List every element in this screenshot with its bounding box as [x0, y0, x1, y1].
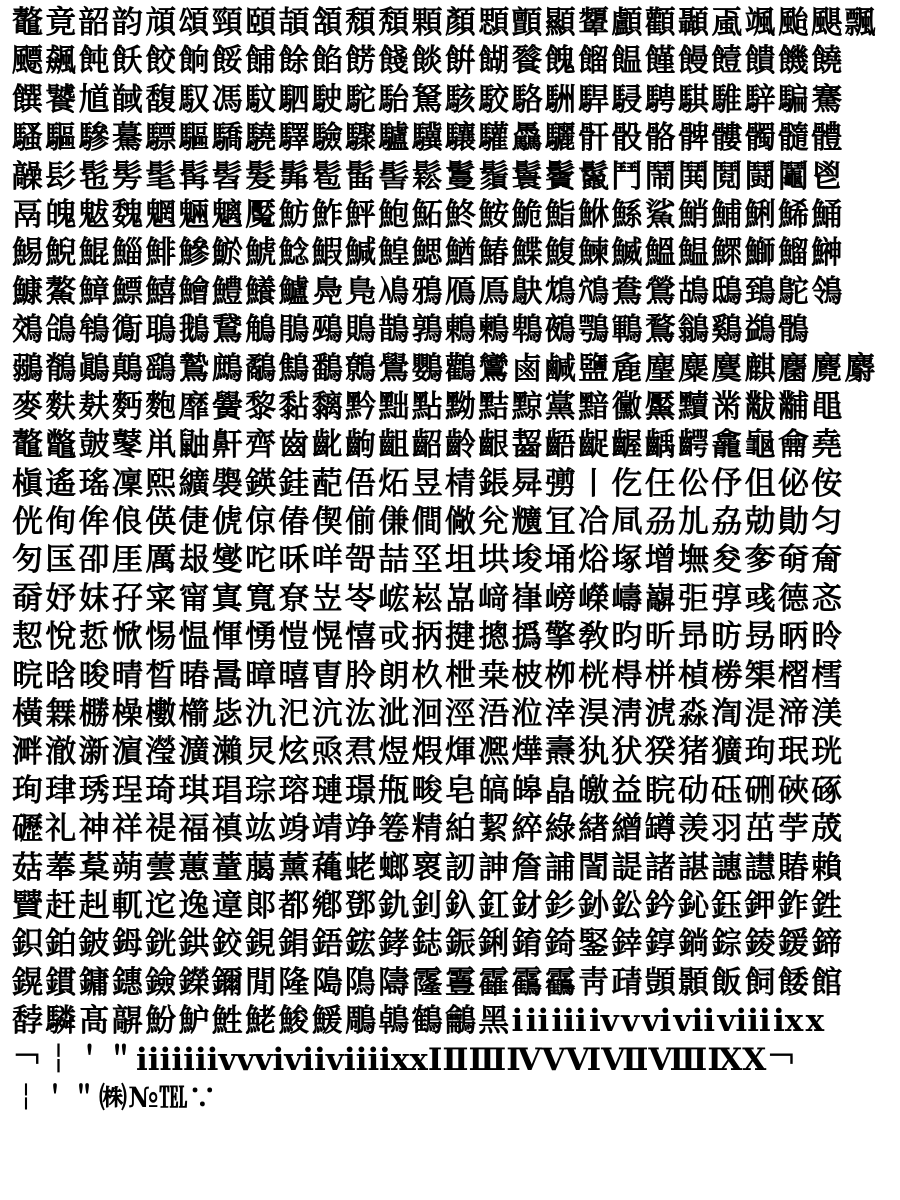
glyph-row: 溿澈澵濵瀅瀇瀨炅炫焏焄煜煆煇凞燁燾犱犾猤猪獷玽珉珖 — [12, 734, 845, 771]
glyph-row: 飃飆飩飫餃餉餒餔餘餡餝餞餤餠餬餮餽餾饂饉饅饐饋饑饒 — [12, 43, 845, 80]
glyph-row: 鯣鯢鯤鯔鯡鰺鯲鯱鯰鰕鰔鰉鰓鰌鰆鰈鰒鰊鰄鰮鰛鰥鰤鰡鰰 — [12, 235, 845, 272]
glyph-row: 騷驅驂驀驃驅驕驍驛驗驟驢驥驤驩驫驪骭骰骼髀髏髑髓體 — [12, 120, 845, 157]
glyph-row: 鱇鰲鱆鰾鱚鱠鱧鱶鱸鳧鳬鳰鴉鴈鳫鴃鴆鴪鴦鶯鴣鴟鵄鴕鴒 — [12, 273, 845, 310]
glyph-row: 珣珒琇珵琦琪琩琮瑢璉璟甁畯皂皜皞皛皦益睆劯砡硎硤硺 — [12, 772, 845, 809]
glyph-row: 奣妤妺孖寀甯寘寬尞岦岺峵崧嵓﨑嵂嵭嶸嶹巐弡弴彧德忞 — [12, 580, 845, 617]
glyph-row: 侊侚侔俍偀倢俿倞偆偰偂傔僴僘兊兤冝冾凬刕劜劦勀勛匀 — [12, 504, 845, 541]
glyph-row: 橫橆橳橾櫢櫤毖氿汜沆汯泚洄涇浯涖涬淏淸淲淼渹湜渧渼 — [12, 696, 845, 733]
glyph-row: 鵁鴿鴾鵆鵈鵝鵞鵤鵑鵐鵙鵲鶉鶇鶫鵯鵺鶚鶤鶩鶲鷄鷁鶻 — [12, 312, 812, 349]
glyph-row: 菇菶葈蒴蕓蕙蕫﨟薰蘒蛯螂褱訒訷詹誧誾諟諸諶譓譿賰賴 — [12, 849, 845, 886]
glyph-sheet — [12, 4, 892, 1117]
glyph-row: 鼇竟韶韵頏頌頸頤頡頷頹頽顆顏顋顫顯顰顱顴顳颪颯颱颶飄 — [12, 5, 878, 41]
glyph-row: 鼇鼈皷鼕鼡鼬鼾齊齒齔齣齟齠齡齦齧齬齪齷齲齶龕龜龠堯 — [12, 427, 845, 464]
glyph-row: 晥晗晙晴晳暙暠暲暿曺朎朗杦枻桒柀栁桄棏栟楨椦榘槢樰 — [12, 657, 845, 694]
glyph-row: 匇匤卲厓厲叝燮咜咊咩哿喆坙坥垬埈埇焀塚增墲夋奓奛奝 — [12, 542, 845, 579]
glyph-row: 饌饕馗馘馥馭馮馼駟駛駝駘駑駭駮駱駲駻駸騁騏騅騂騙騫 — [12, 81, 845, 118]
glyph-row: 麥麩麸麪麭靡黌黎黏黐黔黜點黝黠黥黨黯黴黶黷黹黻黼黽 — [12, 388, 845, 425]
glyph-row: 鶸鶺鷆鷏鷂鷙鷓鷸鷦鷭鷯鷽鸚鸛鸞鹵鹹鹽麁麈麋麌麒麕麑麝 — [12, 350, 878, 387]
glyph-row: 槇遙瑤凜熙纊褜鍈銈蓜俉炻昱棈鋹曻彅丨仡仼伀伃伹佖侒 — [12, 465, 845, 502]
glyph-row: 髞髟髢髣髦髯髫髮髴髱髷髻鬆鬘鬚鬟鬢鬣鬥鬧鬨鬩鬪鬮鬯 — [12, 158, 845, 195]
glyph-row: 馞驎髙髜魵魲鮏鮱鮻鰀鵰鵫鶴鸙黑ⅰⅱⅲⅳⅴⅵⅶⅷⅸⅹ — [12, 1003, 827, 1040]
glyph-row: 贒赶赳軏迱逸遧郞都鄕鄧釚釗釞釭釮釤釥鈆鈐鈊鈺鉀鈼鉎 — [12, 887, 845, 924]
glyph-row: ￤＇＂㈱№℡∵ — [12, 1080, 218, 1114]
glyph-row: 鉙鉑鈹鉧銧鉷鉸鋧鋗鋙鋐﨧鋕鋠鋓錥錡鋻﨨錞鋿錝錂鍰鍗 — [12, 926, 845, 963]
glyph-row: ￢￤＇＂ⅰⅱⅲⅳⅴⅵⅶⅷⅸⅹⅠⅡⅢⅣⅤⅥⅦⅧⅨⅩ￢ — [12, 1041, 798, 1078]
glyph-row: 鎤鏆鏞鏸鐱鑅鑈閒隆﨩隝隯霳霻靃靍靏靑靕顗顥飯飼餧館 — [12, 964, 845, 1001]
glyph-row: 礰礼神祥禔福禛竑竧靖竫箞精絈絜綷綠緖繒罇羡羽茁荢荿 — [12, 811, 845, 848]
glyph-row: 鬲魄魃魏魍魎魑魘魴鮓鮃鮑鮖鮗鮟鮠鮨鮴鯀鯊鮹鯆鯏鯑鯒 — [12, 196, 845, 233]
glyph-row: 恝悅悊惞惕愠惲愑愷愰憘戓抦揵摠撝擎敎昀昕昻昉昮昞昤 — [12, 619, 845, 656]
